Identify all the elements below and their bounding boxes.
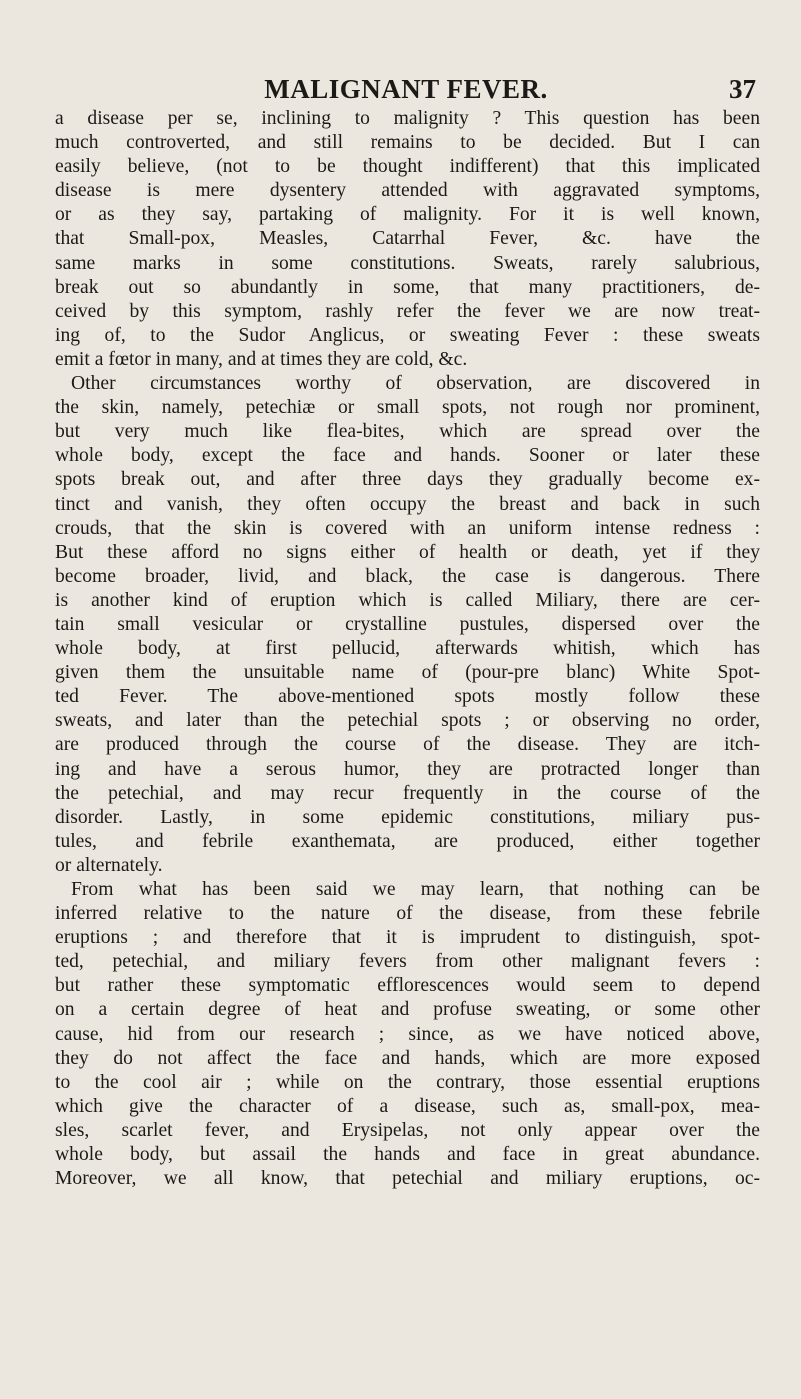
text-line: on a certain degree of heat and profuse sweating, or some other bbox=[55, 999, 760, 1021]
text-line: ted, petechial, and miliary fevers from other malignant fevers : bbox=[55, 951, 760, 973]
text-line: break out so abundantly in some, that many practitioners, de- bbox=[55, 276, 760, 298]
text-line: ceived by this symptom, rashly refer the fever we are now treat- bbox=[55, 300, 760, 322]
body-text bbox=[55, 107, 760, 1191]
text-line: they do not affect the face and hands, which are more exposed bbox=[55, 1047, 760, 1069]
text-line: whole body, at first pellucid, afterwards whitish, which has bbox=[55, 638, 760, 660]
text-line: easily believe, (not to be thought indifferent) that this implicated bbox=[55, 156, 760, 178]
text-line: which give the character of a disease, such as, small-pox, mea- bbox=[55, 1095, 760, 1117]
page-number: 37 bbox=[729, 74, 756, 104]
text-line: disorder. Lastly, in some epidemic constitutions, miliary pus- bbox=[55, 806, 760, 828]
text-line: but very much like flea-bites, which are spread over the bbox=[55, 421, 760, 443]
text-line: much controverted, and still remains to be decided. But I can bbox=[55, 132, 760, 154]
text-line: become broader, livid, and black, the case is dangerous. There bbox=[55, 565, 760, 587]
text-line: inferred relative to the nature of the disease, from these febrile bbox=[55, 903, 760, 925]
text-line: are produced through the course of the disease. They are itch- bbox=[55, 734, 760, 756]
text-line: tain small vesicular or crystalline pustules, dispersed over the bbox=[55, 613, 760, 635]
text-line: disease is mere dysentery attended with aggravated symptoms, bbox=[55, 180, 760, 202]
text-line: ted Fever. The above-mentioned spots mostly follow these bbox=[55, 686, 760, 708]
text-line: that Small-pox, Measles, Catarrhal Fever, &c. have the bbox=[55, 228, 760, 250]
text-line: the petechial, and may recur frequently in the course of the bbox=[55, 782, 760, 804]
text-line: same marks in some constitutions. Sweats, rarely salubrious, bbox=[55, 252, 760, 274]
text-line: cause, hid from our research ; since, as we have noticed above, bbox=[55, 1023, 760, 1045]
text-line: eruptions ; and therefore that it is imprudent to distinguish, spot- bbox=[55, 927, 760, 949]
text-line: or alternately. bbox=[55, 854, 163, 876]
text-line: but rather these symptomatic efflorescences would seem to depend bbox=[55, 975, 760, 997]
text-line: From what has been said we may learn, that nothing can be bbox=[71, 879, 760, 900]
text-line: But these afford no signs either of health or death, yet if they bbox=[55, 541, 760, 563]
text-line: whole body, except the face and hands. Sooner or later these bbox=[55, 445, 760, 467]
text-line: ing of, to the Sudor Anglicus, or sweating Fever : these sweats bbox=[55, 324, 760, 346]
text-line: Moreover, we all know, that petechial and miliary eruptions, oc- bbox=[55, 1168, 760, 1190]
text-line: sles, scarlet fever, and Erysipelas, not only appear over the bbox=[55, 1119, 760, 1141]
text-line: ing and have a serous humor, they are protracted longer than bbox=[55, 758, 760, 780]
text-line: spots break out, and after three days they gradually become ex- bbox=[55, 469, 760, 491]
text-line: whole body, but assail the hands and face in great abundance. bbox=[55, 1144, 760, 1166]
text-line: is another kind of eruption which is called Miliary, there are cer- bbox=[55, 589, 760, 611]
text-line: tinct and vanish, they often occupy the breast and back in such bbox=[55, 493, 760, 515]
text-line: a disease per se, inclining to malignity ? This question has been bbox=[55, 108, 760, 129]
text-line: sweats, and later than the petechial spots ; or observing no order, bbox=[55, 710, 760, 732]
text-line: to the cool air ; while on the contrary, those essential eruptions bbox=[55, 1071, 760, 1093]
text-line: tules, and febrile exanthemata, are produced, either together bbox=[55, 830, 760, 852]
text-line: the skin, namely, petechiæ or small spots, not rough nor prominent, bbox=[55, 397, 760, 419]
text-line: given them the unsuitable name of (pour-pre blanc) White Spot- bbox=[55, 662, 760, 684]
text-line: emit a fœtor in many, and at times they are cold, &c. bbox=[55, 348, 468, 370]
text-line: or as they say, partaking of malignity. For it is well known, bbox=[55, 204, 760, 226]
text-line: Other circumstances worthy of observation, are discovered in bbox=[71, 373, 760, 395]
running-head: MALIGNANT FEVER. bbox=[264, 74, 548, 104]
text-line: crouds, that the skin is covered with an uniform intense redness : bbox=[55, 517, 760, 539]
